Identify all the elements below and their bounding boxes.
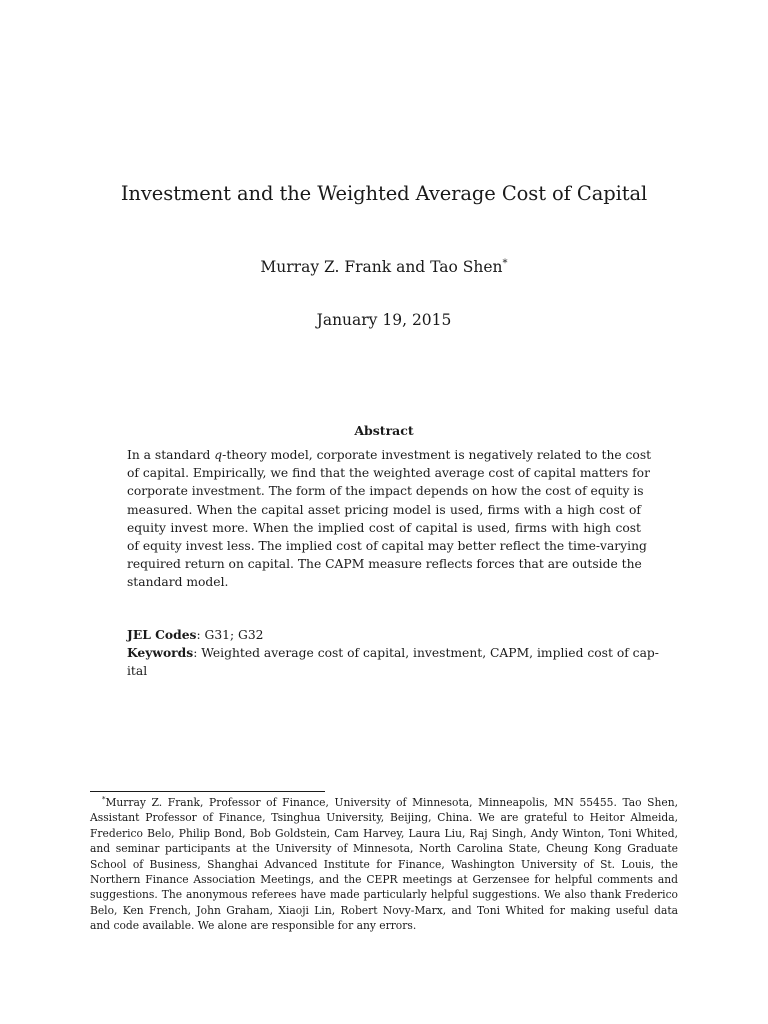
author-footnote-mark: * — [502, 257, 508, 269]
abstract-line: measured. When the capital asset pricing model is used, firms with a high cost of — [127, 502, 641, 517]
footnote-line: Belo, Ken French, John Graham, Xiaoji Lin, Robert Novy-Marx, and Toni Whited for making useful data — [90, 903, 678, 917]
jel-codes — [127, 626, 641, 644]
jel-label: JEL Codes — [127, 627, 197, 642]
abstract-heading: Abstract — [354, 423, 414, 438]
abstract-line: standard model. — [127, 575, 229, 590]
abstract-text: -theory model, corporate investment is negatively related to the cost — [222, 448, 652, 462]
footnote-line: suggestions. The anonymous referees have made particularly helpful suggestions. We also thank Frederico — [90, 888, 678, 902]
footnote-line: and seminar participants at the University of Minnesota, North Carolina State, Cheung Kong Graduate — [90, 842, 678, 856]
footnote-line: Northern Finance Association Meetings, and the CEPR meetings at Gerzensee for helpful comments and — [90, 873, 678, 887]
abstract-line: of capital. Empirically, we find that the weighted average cost of capital matters for — [127, 466, 650, 481]
footnote — [90, 795, 678, 934]
author-line — [0, 258, 768, 276]
footnote-mark: * — [102, 795, 106, 804]
keywords-label: Keywords — [127, 645, 194, 661]
paper-date: January 19, 2015 — [316, 311, 452, 329]
paper-metadata — [127, 626, 659, 681]
abstract-line — [127, 446, 652, 464]
footnote-line: and code available. We alone are responsible for any errors. — [90, 919, 417, 933]
footnote-line: Assistant Professor of Finance, Tsinghua University, Beijing, China. We are grateful to Heitor Almeida, — [90, 811, 678, 825]
paper-title: Investment and the Weighted Average Cost of Capital — [120, 182, 648, 205]
abstract-text: In a standard — [127, 448, 215, 462]
keywords-value: : Weighted average cost of capital, investment, CAPM, implied cost of cap- — [193, 646, 659, 661]
abstract-line: of equity invest less. The implied cost of capital may better reflect the time-varying — [127, 539, 647, 554]
footnote-line: Frederico Belo, Philip Bond, Bob Goldstein, Cam Harvey, Laura Liu, Raj Singh, Andy Winton, Toni Whited, — [90, 826, 678, 840]
abstract-italic-q: q — [214, 448, 223, 462]
jel-value: : G31; G32 — [196, 628, 264, 642]
abstract-line: required return on capital. The CAPM measure reflects forces that are outside the — [127, 557, 642, 572]
keywords-continuation: ital — [127, 664, 148, 679]
authors: Murray Z. Frank and Tao Shen — [260, 258, 503, 276]
footnote-text: Murray Z. Frank, Professor of Finance, University of Minnesota, Minneapolis, MN 55455. Tao Shen, — [105, 796, 678, 809]
keywords — [127, 644, 659, 662]
abstract-body — [127, 446, 652, 592]
footnote-line — [90, 795, 678, 810]
abstract-line: corporate investment. The form of the impact depends on how the cost of equity is — [127, 484, 644, 499]
abstract-line: equity invest more. When the implied cost of capital is used, firms with high cost — [127, 520, 641, 535]
footnote-line: School of Business, Shanghai Advanced Institute for Finance, Washington University of St. Louis, the — [90, 857, 678, 871]
footnote-rule — [90, 791, 325, 792]
